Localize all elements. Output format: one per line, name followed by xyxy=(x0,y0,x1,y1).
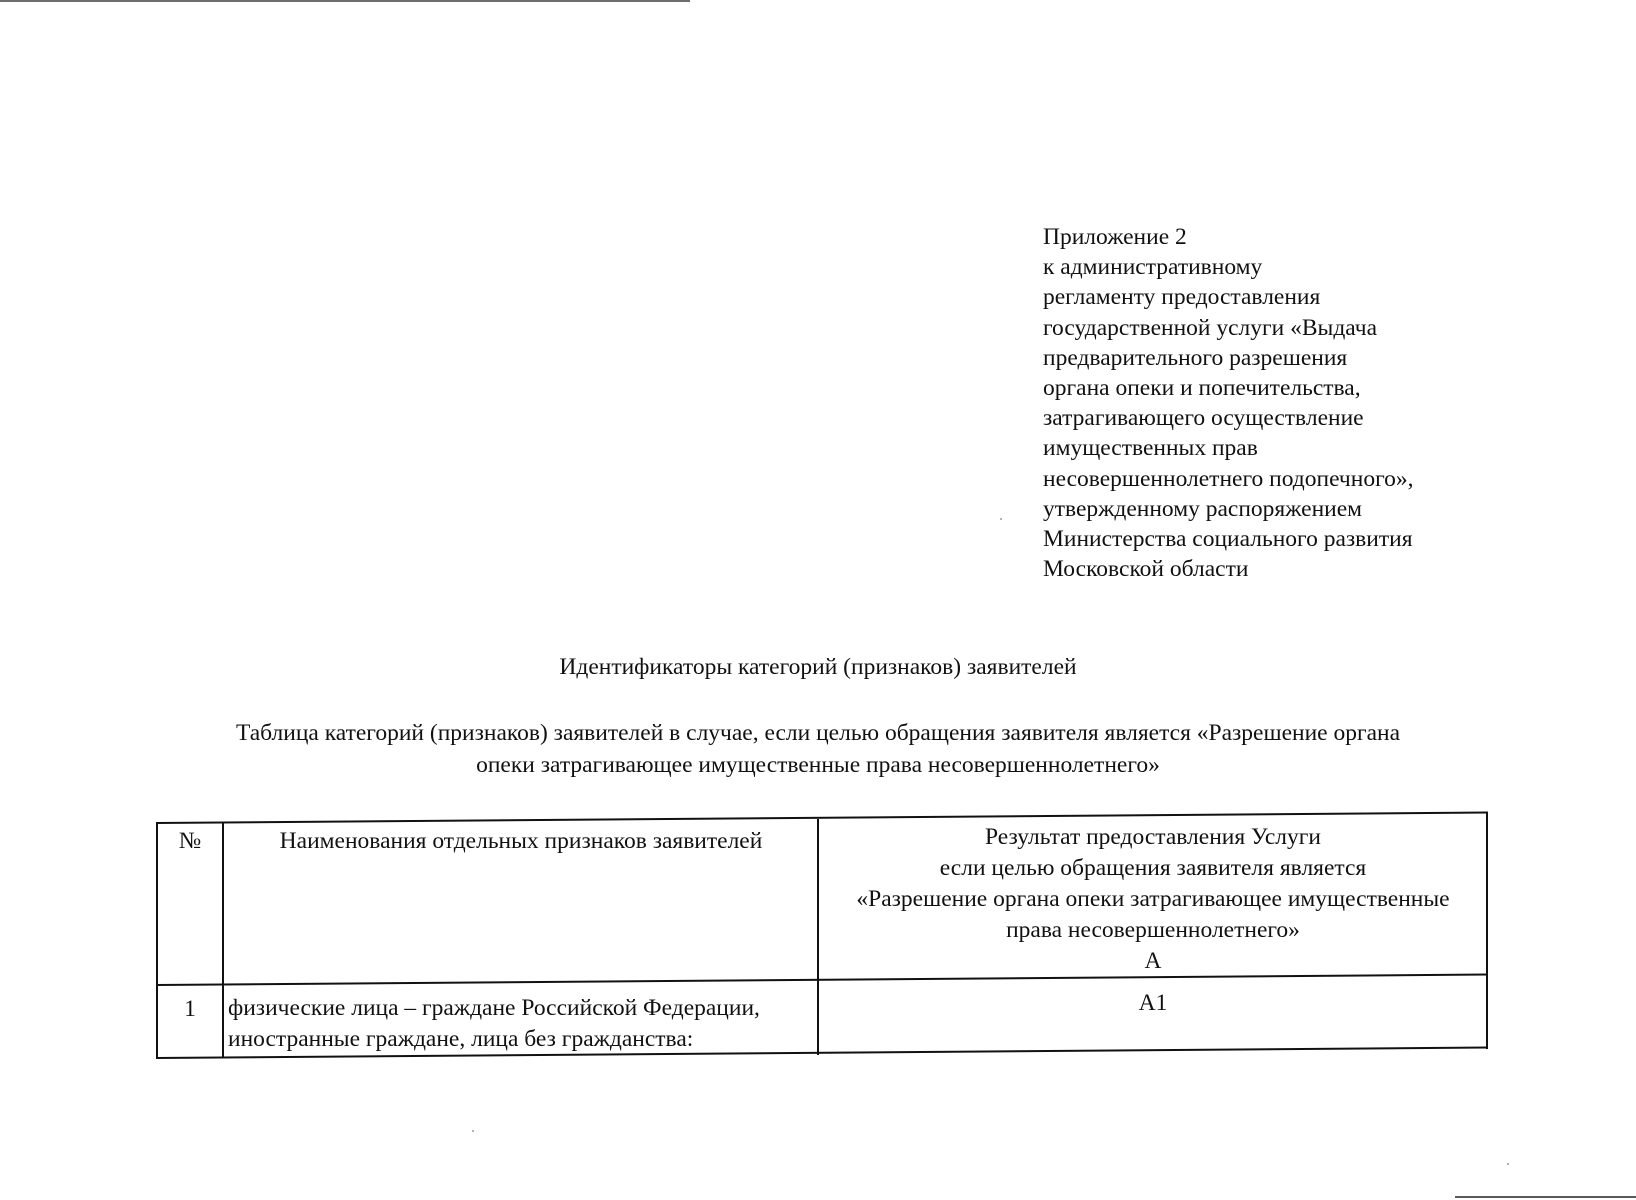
appendix-line: Министерства социального развития xyxy=(1043,526,1413,553)
table-caption-line: Таблица категорий (признаков) заявителей в случае, если целью обращения заявителя является «Разрешение органа xyxy=(235,720,1401,746)
appendix-line: Московской области xyxy=(1043,556,1249,583)
appendix-line: утвержденному распоряжением xyxy=(1043,495,1363,522)
appendix-line: Приложение 2 xyxy=(1043,224,1187,250)
header-result-line: Результат предоставления Услуги xyxy=(985,824,1321,850)
appendix-line: к административному xyxy=(1043,254,1263,281)
header-attribute-names: Наименования отдельных признаков заявителей xyxy=(279,828,763,854)
applicant-categories-table xyxy=(156,810,1488,1060)
scan-edge-bottom xyxy=(1455,1196,1636,1198)
appendix-note xyxy=(1043,222,1603,584)
table-caption-line: опеки затрагивающее имущественные права несовершеннолетнего» xyxy=(476,752,1160,778)
row-attribute-name xyxy=(228,993,814,1055)
appendix-line: государственной услуги «Выдача xyxy=(1043,314,1378,341)
appendix-line: предварительного разрешения xyxy=(1043,344,1348,371)
document-title: Идентификаторы категорий (признаков) заявителей xyxy=(559,654,1077,680)
appendix-line: имущественных прав xyxy=(1043,435,1258,462)
appendix-line: затрагивающего осуществление xyxy=(1043,405,1364,432)
table-column-divider xyxy=(222,822,224,1058)
scan-edge-top xyxy=(0,0,690,2)
scan-speck xyxy=(472,1130,474,1132)
table-caption xyxy=(150,717,1486,781)
appendix-line: регламенту предоставления xyxy=(1043,284,1321,311)
row-attribute-line: иностранные граждане, лица без гражданства: xyxy=(228,1026,694,1052)
header-result-line: А xyxy=(1144,948,1162,974)
header-result-line: если целью обращения заявителя является xyxy=(939,855,1367,881)
header-result-line: «Разрешение органа опеки затрагивающее имущественные xyxy=(856,886,1450,912)
header-result-line: права несовершеннолетнего» xyxy=(1006,917,1300,943)
scan-speck xyxy=(1507,1163,1509,1165)
scan-speck xyxy=(1000,518,1002,520)
row-number: 1 xyxy=(184,996,196,1022)
table-column-divider xyxy=(817,819,819,1055)
header-number: № xyxy=(178,828,202,854)
row-attribute-line: физические лица – граждане Российской Федерации, xyxy=(228,995,760,1021)
appendix-line: органа опеки и попечительства, xyxy=(1043,375,1361,402)
row-result-code: А1 xyxy=(1138,990,1168,1016)
header-service-result xyxy=(822,822,1484,977)
table-border-left xyxy=(156,823,158,1059)
appendix-line: несовершеннолетнего подопечного», xyxy=(1043,465,1414,492)
table-border-right xyxy=(1486,812,1488,1049)
